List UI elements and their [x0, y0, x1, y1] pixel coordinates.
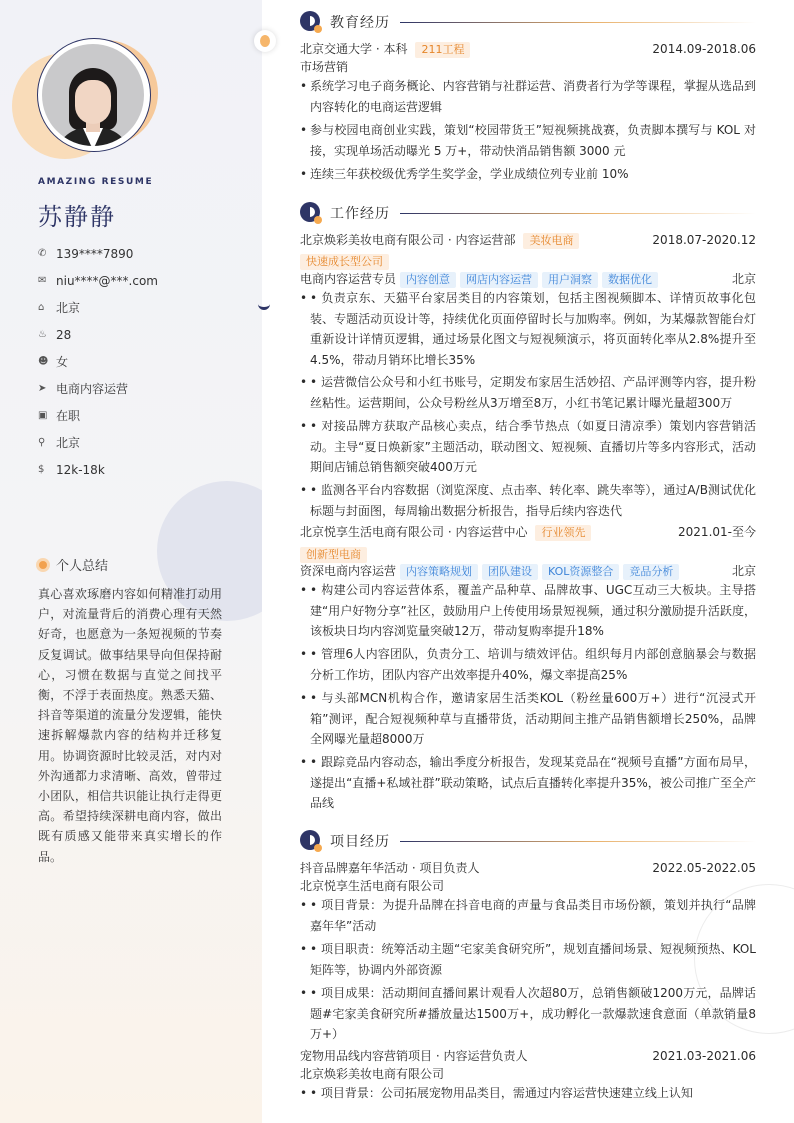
info-target-job: ➤ 电商内容运营: [38, 382, 129, 396]
send-icon: ➤: [38, 383, 47, 394]
job-role: 资深电商内容运营: [300, 564, 397, 578]
education-bullet: • 系统学习电子商务概论、内容营销与社群运营、消费者行为学等课程，掌握从选品到内容转化的电商运营逻辑: [300, 76, 756, 117]
info-residence: ⌂ 北京: [38, 301, 81, 315]
work-heading: 工作经历: [300, 202, 756, 224]
summary-dot-icon: [36, 558, 50, 572]
project-bullet: • • 项目职责：统筹活动主题“宅家美食研究所”，规划直播间场景、短视频预热、KOL矩阵等，协调内外部资源: [300, 939, 756, 980]
company-tag: 创新型电商: [300, 547, 367, 563]
school-tag: 211工程: [415, 42, 470, 58]
job-bullet: • • 对接品牌方获取产品核心卖点，结合季节热点（如夏日清凉季）策划内容营销活动。主导“夏日焕新家”主题活动，联动图文、短视频、直播切片等多内容形式，活动期间店铺总销售额突破400万元: [300, 416, 756, 478]
skill-tag: 竞品分析: [623, 564, 679, 580]
summary-text: 真心喜欢琢磨内容如何精准打动用户，对流量背后的消费心理有天然好奇，也愿意为一条短视频的节奏反复调试。做事结果导向但保持耐心，习惯在数据与直觉之间找平衡，不浮于表面热度。熟悉天猫、抖音等渠道的流量分发逻辑，能快速拆解爆款内容的结构并迁移复用。协调资源时比较灵活，对内对外沟通都力求清晰、高效，曾带过小团队，相信共识能让执行走得更高。希望持续深耕电商内容，做出既有质感又能带来真实增长的作品。: [38, 587, 222, 864]
job-bullet: • • 与头部MCN机构合作，邀请家居生活类KOL（粉丝量600万+）进行“沉浸式开箱”测评，配合短视频种草与直播带货，活动期间主推产品销售额增长250%，品牌全网曝光量超8000万: [300, 688, 756, 750]
skill-tag: 用户洞察: [542, 272, 598, 288]
decorative-dot: [254, 30, 276, 52]
project-name: 宠物用品线内容营销项目 · 内容运营负责人: [300, 1049, 528, 1063]
mail-icon: ✉: [38, 275, 47, 286]
job-city: 北京: [731, 272, 756, 286]
job-role: 电商内容运营专员: [300, 272, 397, 286]
info-salary: $ 12k-18k: [38, 462, 105, 477]
info-gender: ☻ 女: [38, 355, 69, 369]
project-company: 北京焕彩美妆电商有限公司: [300, 1067, 445, 1081]
project-company: 北京悦享生活电商有限公司: [300, 879, 445, 893]
skill-tag: 内容策略规划: [400, 564, 478, 580]
job-role-row: [300, 270, 756, 288]
job-role-row: [300, 562, 756, 580]
job-bullet: • • 构建公司内容运营体系，覆盖产品种草、品牌故事、UGC互动三大板块。主导搭建“用户好物分享”社区，鼓励用户上传使用场景短视频，通过积分激励提升活跃度，该板块日均内容浏览量突破12万，带动复购率提升18%: [300, 580, 756, 642]
education-bullet: • 连续三年获校级优秀学生奖学金，学业成绩位列专业前 10%: [300, 164, 756, 185]
avatar: [12, 38, 162, 158]
education-bullet: • 参与校园电商创业实践，策划“校园带货王”短视频挑战赛，负责脚本撰写与 KOL 对接，实现单场活动曝光 5 万+，带动快消品销售额 3000 元: [300, 120, 756, 161]
project-bullet: • • 项目背景：为提升品牌在抖音电商的声量与食品类目市场份额，策划并执行“品牌嘉年华”活动: [300, 895, 756, 936]
job-header: [300, 231, 756, 249]
job-header: [300, 523, 756, 541]
job-city: 北京: [731, 564, 756, 578]
job-bullet: • • 运营微信公众号和小红书账号，定期发布家居生活妙招、产品评测等内容，提升粉丝粘性。运营期间，公众号粉丝从3万增至8万，小红书笔记累计曝光量超300万: [300, 372, 756, 413]
education-header: [300, 40, 756, 58]
job-bullet: • • 管理6人内容团队，负责分工、培训与绩效评估。组织每月内部创意脑暴会与数据分析工作坊，团队内容产出效率提升40%，爆文率提高25%: [300, 644, 756, 685]
gender-icon: ☻: [38, 356, 49, 367]
info-phone: ✆ 139****7890: [38, 246, 134, 261]
project-name: 抖音品牌嘉年华活动 · 项目负责人: [300, 861, 480, 875]
resume-subtitle: AMAZING RESUME: [38, 177, 154, 187]
section-divider: [400, 22, 756, 23]
education-major: 市场营销: [300, 60, 349, 74]
cake-icon: ♨: [38, 329, 47, 340]
project-header: [300, 859, 756, 877]
skill-tag: 内容创意: [400, 272, 456, 288]
skill-tag: 数据优化: [602, 272, 658, 288]
job-date: 2021.01-至今: [678, 525, 756, 539]
section-icon: [300, 830, 322, 852]
job-company: 北京悦享生活电商有限公司 · 内容运营中心: [300, 525, 528, 539]
school-name: 北京交通大学 · 本科: [300, 42, 408, 56]
briefcase-icon: ▣: [38, 410, 48, 421]
education-date: 2014.09-2018.06: [652, 42, 756, 56]
job-bullet: • • 跟踪竞品内容动态，输出季度分析报告，发现某竞品在“视频号直播”方面布局早，遂提出“直播+私域社群”联动策略，试点后直播转化率提升35%，被公司推广至全产品线: [300, 752, 756, 814]
project-bullet: • • 项目背景：公司拓展宠物用品类目，需通过内容运营快速建立线上认知: [300, 1083, 756, 1104]
profile-photo: [42, 44, 144, 146]
project-date: 2021.03-2021.06: [652, 1049, 756, 1063]
info-status: ▣ 在职: [38, 409, 81, 423]
info-email: ✉ niu****@***.com: [38, 273, 158, 288]
project-heading: 项目经历: [300, 830, 756, 852]
contact-info-list: [38, 240, 248, 483]
section-divider: [400, 841, 756, 842]
salary-icon: $: [38, 464, 45, 475]
sidebar: [0, 0, 262, 1123]
education-heading: 教育经历: [300, 11, 756, 33]
summary-heading: 个人总结: [36, 555, 108, 574]
skill-tag: 团队建设: [482, 564, 538, 580]
company-tag: 快速成长型公司: [300, 254, 389, 270]
home-icon: ⌂: [38, 302, 45, 313]
skill-tag: 网店内容运营: [460, 272, 538, 288]
company-tag: 行业领先: [535, 525, 591, 541]
project-date: 2022.05-2022.05: [652, 861, 756, 875]
project-header: [300, 1047, 756, 1065]
phone-icon: ✆: [38, 248, 47, 259]
skill-tag: KOL资源整合: [542, 564, 619, 580]
info-age: ♨ 28: [38, 327, 72, 342]
section-icon: [300, 11, 322, 33]
info-location: ⚲ 北京: [38, 436, 81, 450]
candidate-name: 苏静静: [38, 203, 116, 231]
section-icon: [300, 202, 322, 224]
location-icon: ⚲: [38, 437, 46, 448]
project-bullet: • • 项目成果：活动期间直播间累计观看人次超80万，总销售额破1200万元，品牌话题#宅家美食研究所#播放量达1500万+，成功孵化一款爆款速食意面（单款销量8万+）: [300, 983, 756, 1045]
job-date: 2018.07-2020.12: [652, 233, 756, 247]
job-company: 北京焕彩美妆电商有限公司 · 内容运营部: [300, 233, 516, 247]
section-divider: [400, 213, 756, 214]
decorative-arc: [258, 296, 270, 310]
job-bullet: • • 负责京东、天猫平台家居类目的内容策划，包括主图视频脚本、详情页故事化包装、专题活动页设计等，持续优化页面停留时长与加购率。例如，为某爆款智能台灯重新设计详情页逻辑，通过场景化图文与短视频演示，将页面转化率从2.8%提升至4.5%，带动月销环比增长35%: [300, 288, 756, 370]
company-tag: 美妆电商: [523, 233, 579, 249]
job-bullet: • • 监测各平台内容数据（浏览深度、点击率、转化率、跳失率等），通过A/B测试优化标题与封面图，每周输出数据分析报告，指导后续内容迭代: [300, 480, 756, 521]
